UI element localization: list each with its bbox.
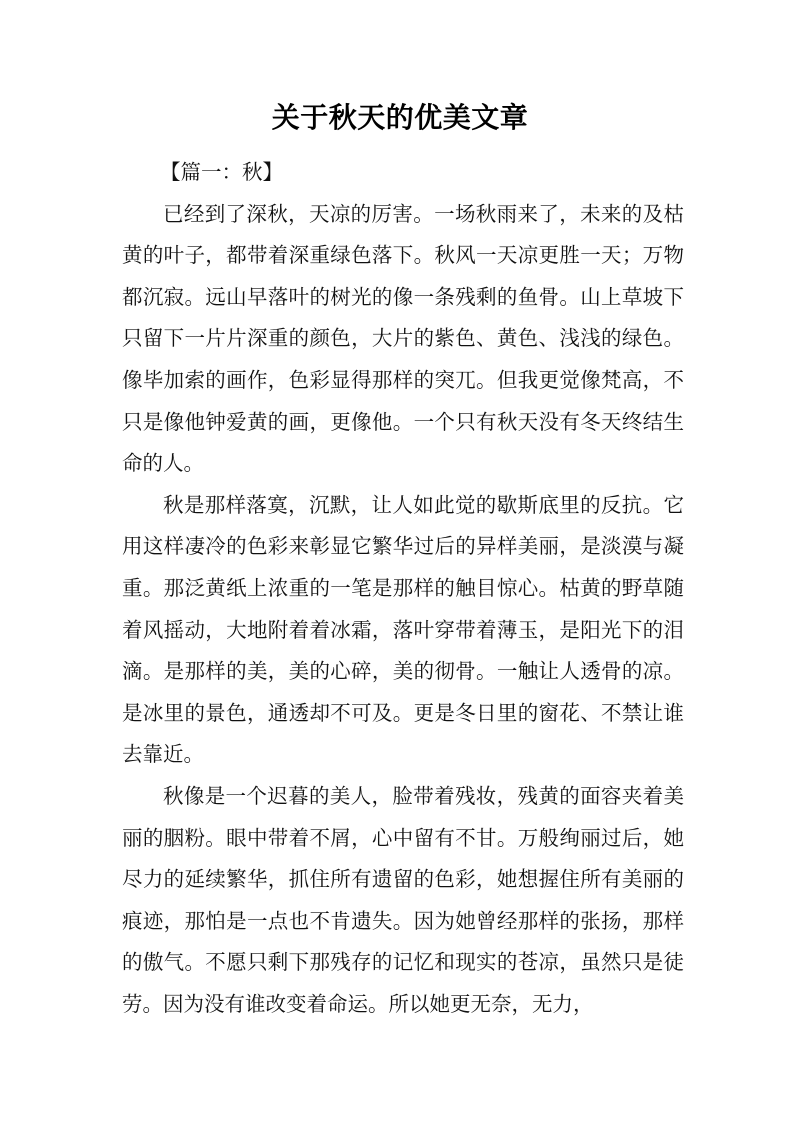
paragraph-1: 已经到了深秋，天凉的厉害。一场秋雨来了，未来的及枯黄的叶子，都带着深重绿色落下。秋风一天凉更胜一天；万物都沉寂。远山早落叶的树光的像一条残剩的鱼骨。山上草坡下只留下一片片深重的颜色，大片的紫色、黄色、浅浅的绿色。像毕加索的画作，色彩显得那样的突兀。但我更觉像梵高，不只是像他钟爱黄的画，更像他。一个只有秋天没有冬天终结生命的人。: [122, 201, 684, 476]
document-title: 关于秋天的优美文章: [271, 101, 529, 134]
paragraph-2: 秋是那样落寞，沉默，让人如此觉的歇斯底里的反抗。它用这样凄冷的色彩来彰显它繁华过后的异样美丽，是淡漠与凝重。那泛黄纸上浓重的一笔是那样的触目惊心。枯黄的野草随着风摇动，大地附着着冰霜，落叶穿带着薄玉，是阳光下的泪滴。是那样的美，美的心碎，美的彻骨。一触让人透骨的凉。是冰里的景色，通透却不可及。更是冬日里的窗花、不禁让谁去靠近。: [122, 492, 684, 767]
paragraph-3: 秋像是一个迟暮的美人，脸带着残妆，残黄的面容夹着美丽的胭粉。眼中带着不屑，心中留有不甘。万般绚丽过后，她尽力的延续繁华，抓住所有遗留的色彩，她想握住所有美丽的痕迹，那怕是一点也不肯遗失。因为她曾经那样的张扬，那样的傲气。不愿只剩下那残存的记忆和现实的苍凉，虽然只是徒劳。因为没有谁改变着命运。所以她更无奈，无力，: [122, 783, 684, 1016]
document-body: [122, 152, 684, 1025]
section-heading: 【篇一：秋】: [160, 160, 283, 184]
